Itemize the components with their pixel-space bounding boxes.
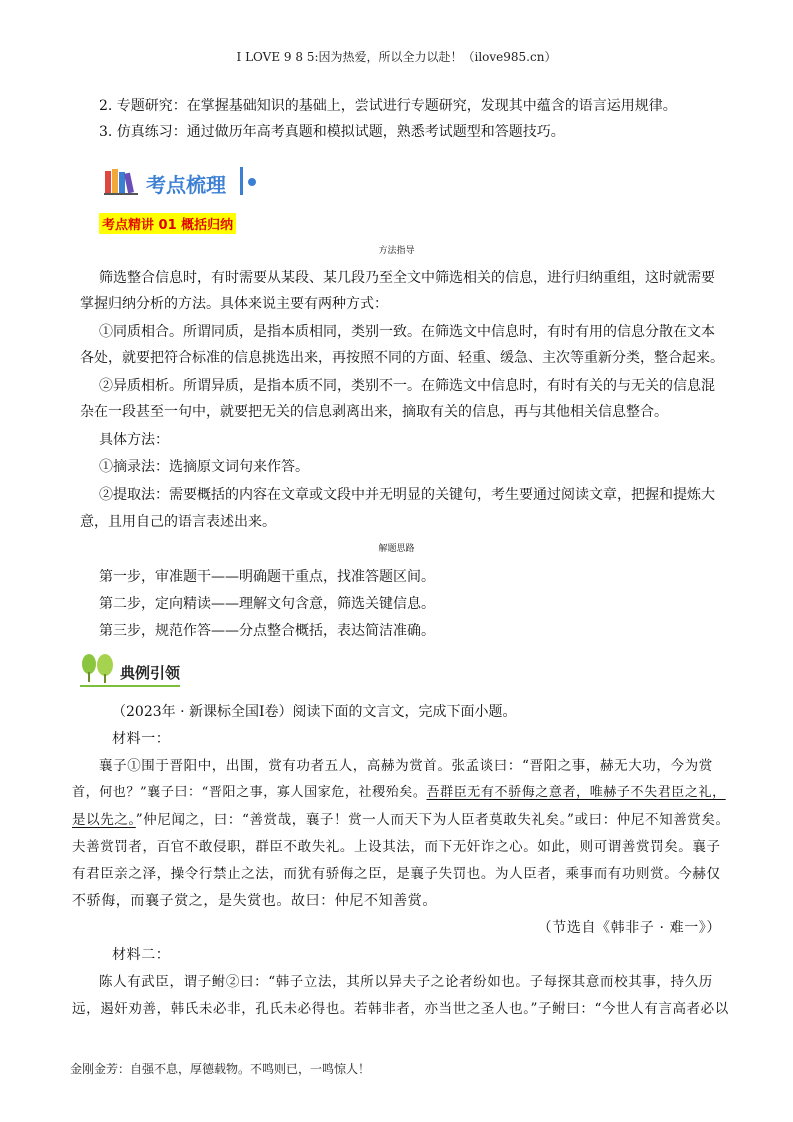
method-line: 具体方法： bbox=[99, 432, 169, 448]
page-footer: 金刚金芳：自强不息，厚德载物。不鸣则已，一鸣惊人！ bbox=[70, 1062, 371, 1076]
method-line: 掌握归纳分析的方法。具体来说主要有两种方式： bbox=[80, 296, 388, 312]
material-1-label: 材料一： bbox=[112, 731, 171, 747]
material-1-line: 襄子①围于晋阳中，出围，赏有功者五人，高赫为赏首。张孟谈曰：“晋阳之事，赫无大功，今为赏 bbox=[99, 758, 713, 774]
material-1-line: 不骄侮，而襄子赏之，是失赏也。故曰：仲尼不知善赏。 bbox=[72, 893, 437, 909]
method-line: 筛选整合信息时，有时需要从某段、某几段乃至全文中筛选相关的信息，进行归纳重组，这时就需要 bbox=[99, 270, 715, 286]
section-heading-dianli bbox=[80, 650, 300, 690]
method-line: 意，且用自己的语言表述出来。 bbox=[80, 514, 276, 530]
method-line: ①摘录法：选摘原文词句来作答。 bbox=[99, 459, 309, 475]
method-heading: 方法指导 bbox=[378, 246, 415, 256]
solve-step: 第一步，审准题干——明确题干重点，找准答题区间。 bbox=[99, 569, 435, 585]
intro-item-3: 3. 仿真练习：通过做历年高考真题和模拟试题，熟悉考试题型和答题技巧。 bbox=[99, 124, 565, 140]
material-1-line: 有君臣亲之泽，操令行禁止之法，而犹有骄侮之臣，是襄子失罚也。为人臣者，乘事而有功则赏。今赫仅 bbox=[72, 866, 721, 882]
solve-heading: 解题思路 bbox=[378, 544, 415, 554]
material-1-line: 夫善赏罚者，百官不敢侵职，群臣不敢失礼。上设其法，而下无奸诈之心。如此，则可谓善赏罚矣。襄子 bbox=[72, 839, 721, 855]
method-line: 杂在一段甚至一句中，就要把无关的信息剥离出来，摘取有关的信息，再与其他相关信息整合。 bbox=[80, 404, 668, 420]
material-1-source: （节选自《韩非子 · 难一》） bbox=[537, 920, 721, 936]
section-title: 考点梳理 bbox=[146, 173, 226, 197]
topic-badge: 考点精讲 01 概括归纳 bbox=[99, 213, 236, 234]
method-line: ②提取法：需要概括的内容在文章或文段中并无明显的关键句，考生要通过阅读文章，把握和提炼大 bbox=[99, 487, 715, 503]
method-line: ①同质相合。所谓同质，是指本质相同，类别一致。在筛选文中信息时，有时有用的信息分散在文本 bbox=[99, 324, 715, 340]
underlined-sentence: 吾群臣无有不骄侮之意者，唯赫子不失君臣之礼， bbox=[426, 785, 726, 800]
material-2-label: 材料二： bbox=[112, 947, 171, 963]
page-header: I LOVE 9 8 5:因为热爱，所以全力以赴！（ilove985.cn） bbox=[236, 50, 557, 64]
method-line: ②异质相析。所谓异质，是指本质不同，类别不一。在筛选文中信息时，有时有关的与无关的信息混 bbox=[99, 378, 715, 394]
books-icon bbox=[104, 167, 140, 195]
material-2-line: 陈人有武臣，谓子鲋②曰：“韩子立法，其所以异夫子之论者纷如也。子每探其意而校其事，持久历 bbox=[99, 974, 713, 990]
method-line: 各处，就要把符合标准的信息挑选出来，再按照不同的方面、轻重、缓急、主次等重新分类，整合起来。 bbox=[80, 350, 724, 366]
underlined-sentence: 是以先之。 bbox=[72, 812, 136, 828]
solve-step: 第三步，规范作答——分点整合概括，表达简洁准确。 bbox=[99, 623, 435, 639]
solve-step: 第二步，定向精读——理解文句含意，筛选关键信息。 bbox=[99, 596, 435, 612]
example-source: （2023年 · 新课标全国Ⅰ卷）阅读下面的文言文，完成下面小题。 bbox=[112, 704, 517, 720]
material-2-line: 远，遏奸劝善，韩氏未必非，孔氏未必得也。若韩非者，亦当世之圣人也。”子鲋曰：“今世人有言高者必以 bbox=[72, 1001, 729, 1017]
material-1-line: 是以先之。”仲尼闻之，曰：“善赏哉，襄子！赏一人而天下为人臣者莫敢失礼矣。”或曰：仲尼不知善赏矣。 bbox=[72, 812, 730, 828]
section-heading-kaodian bbox=[104, 165, 264, 197]
section-underline bbox=[80, 685, 180, 687]
section-title: 典例引领 bbox=[120, 664, 181, 682]
title-dot-decoration bbox=[248, 178, 256, 186]
material-1-line: 首，何也？”襄子曰：“晋阳之事，寡人国家危，社稷殆矣。吾群臣无有不骄侮之意者，唯赫子不失君臣之礼， bbox=[72, 785, 726, 800]
intro-item-2: 2. 专题研究：在掌握基础知识的基础上，尝试进行专题研究，发现其中蕴含的语言运用规律。 bbox=[99, 98, 677, 114]
title-bar-decoration bbox=[240, 167, 243, 195]
trees-icon bbox=[80, 654, 116, 684]
